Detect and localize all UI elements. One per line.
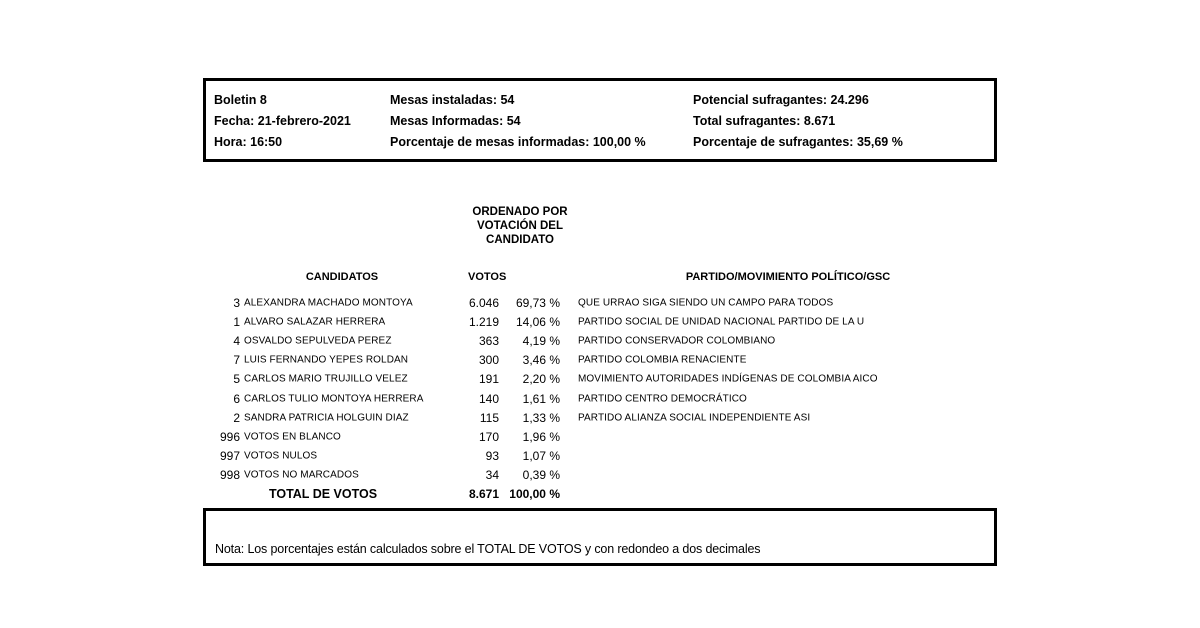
table-row — [203, 389, 997, 408]
table-row-votos-en-blanco — [203, 427, 997, 446]
note-text: Nota: Los porcentajes están calculados sobre el TOTAL DE VOTOS y con redondeo a dos decimales — [215, 542, 761, 556]
candidate-number: 7 — [233, 353, 240, 368]
candidate-party: MOVIMIENTO AUTORIDADES INDÍGENAS DE COLOMBIA AICO — [578, 373, 878, 385]
candidate-name: CARLOS MARIO TRUJILLO VELEZ — [244, 373, 408, 385]
bulletin-header-grid — [206, 81, 994, 159]
candidate-votes: 140 — [478, 391, 499, 406]
pct-sufragantes: Porcentaje de sufragantes: 35,69 % — [693, 135, 903, 150]
candidate-votes: 1.219 — [468, 314, 499, 329]
table-row — [203, 370, 997, 389]
special-row-votes: 34 — [485, 468, 499, 483]
results-table-header — [203, 271, 997, 293]
table-row — [203, 312, 997, 331]
candidate-name: CARLOS TULIO MONTOYA HERRERA — [244, 393, 424, 405]
candidate-pct: 1,33 % — [522, 410, 560, 425]
special-row-label: VOTOS EN BLANCO — [244, 431, 341, 443]
candidate-name: ALVARO SALAZAR HERRERA — [244, 316, 386, 328]
candidate-votes: 363 — [478, 333, 499, 348]
candidate-party: PARTIDO SOCIAL DE UNIDAD NACIONAL PARTIDO DE LA U — [578, 316, 865, 328]
bulletin-time: Hora: 16:50 — [214, 135, 283, 150]
mesas-informadas: Mesas Informadas: 54 — [390, 113, 521, 128]
candidate-party: PARTIDO COLOMBIA RENACIENTE — [578, 354, 747, 366]
table-row — [203, 351, 997, 370]
table-row — [203, 293, 997, 312]
candidate-number: 2 — [233, 410, 240, 425]
special-row-pct: 0,39 % — [522, 468, 560, 483]
candidate-party: PARTIDO CONSERVADOR COLOMBIANO — [578, 335, 776, 347]
table-row — [203, 331, 997, 350]
candidate-votes: 300 — [478, 353, 499, 368]
candidate-votes: 6.046 — [468, 295, 499, 310]
total-sufragantes: Total sufragantes: 8.671 — [693, 113, 836, 128]
candidate-number: 6 — [233, 391, 240, 406]
candidate-name: OSVALDO SEPULVEDA PEREZ — [244, 335, 392, 347]
candidate-name: LUIS FERNANDO YEPES ROLDAN — [244, 354, 409, 366]
sort-order-title-line-1: ORDENADO POR — [472, 206, 568, 218]
note-box — [203, 508, 997, 566]
total-pct: 100,00 % — [509, 487, 560, 502]
candidate-pct: 14,06 % — [515, 314, 560, 329]
candidate-party: QUE URRAO SIGA SIENDO UN CAMPO PARA TODOS — [578, 297, 834, 309]
total-votes: 8.671 — [468, 487, 499, 502]
table-row-total — [203, 485, 997, 504]
special-row-votes: 170 — [478, 429, 499, 444]
column-header-votos: VOTOS — [468, 271, 507, 283]
candidate-number: 1 — [233, 314, 240, 329]
special-row-number: 996 — [219, 429, 240, 444]
column-header-candidatos: CANDIDATOS — [305, 271, 379, 283]
special-row-number: 997 — [219, 449, 240, 464]
candidate-pct: 2,20 % — [522, 372, 560, 387]
candidate-number: 3 — [233, 295, 240, 310]
special-row-number: 998 — [219, 468, 240, 483]
bulletin-date: Fecha: 21-febrero-2021 — [214, 113, 351, 128]
sort-order-title-line-2: VOTACIÓN DEL — [476, 220, 564, 232]
sort-order-title-line-3: CANDIDATO — [486, 234, 554, 246]
candidate-name: SANDRA PATRICIA HOLGUIN DIAZ — [244, 412, 409, 424]
candidate-votes: 191 — [478, 372, 499, 387]
candidate-pct: 3,46 % — [522, 353, 560, 368]
candidate-number: 5 — [233, 372, 240, 387]
special-row-votes: 93 — [485, 449, 499, 464]
candidate-number: 4 — [233, 333, 240, 348]
bulletin-header-box — [203, 78, 997, 162]
candidate-votes: 115 — [479, 410, 499, 425]
results-table — [203, 271, 997, 504]
special-row-label: VOTOS NULOS — [244, 450, 318, 462]
bulletin-number: Boletin 8 — [214, 92, 267, 107]
table-row — [203, 408, 997, 427]
sort-order-title — [430, 205, 610, 247]
column-header-partido: PARTIDO/MOVIMIENTO POLÍTICO/GSC — [685, 271, 891, 283]
candidate-pct: 1,61 % — [522, 391, 560, 406]
potencial-sufragantes: Potencial sufragantes: 24.296 — [693, 92, 869, 107]
candidate-party: PARTIDO ALIANZA SOCIAL INDEPENDIENTE ASI — [578, 412, 811, 424]
mesas-instaladas: Mesas instaladas: 54 — [390, 92, 515, 107]
table-row-votos-no-marcados — [203, 466, 997, 485]
pct-mesas-informadas: Porcentaje de mesas informadas: 100,00 % — [390, 135, 646, 150]
candidate-pct: 69,73 % — [515, 295, 560, 310]
special-row-pct: 1,07 % — [522, 449, 560, 464]
candidate-party: PARTIDO CENTRO DEMOCRÁTICO — [578, 393, 747, 405]
special-row-label: VOTOS NO MARCADOS — [244, 469, 359, 481]
candidate-name: ALEXANDRA MACHADO MONTOYA — [244, 297, 413, 309]
total-label: TOTAL DE VOTOS — [268, 487, 378, 502]
special-row-pct: 1,96 % — [522, 429, 560, 444]
table-row-votos-nulos — [203, 447, 997, 466]
candidate-pct: 4,19 % — [522, 333, 560, 348]
